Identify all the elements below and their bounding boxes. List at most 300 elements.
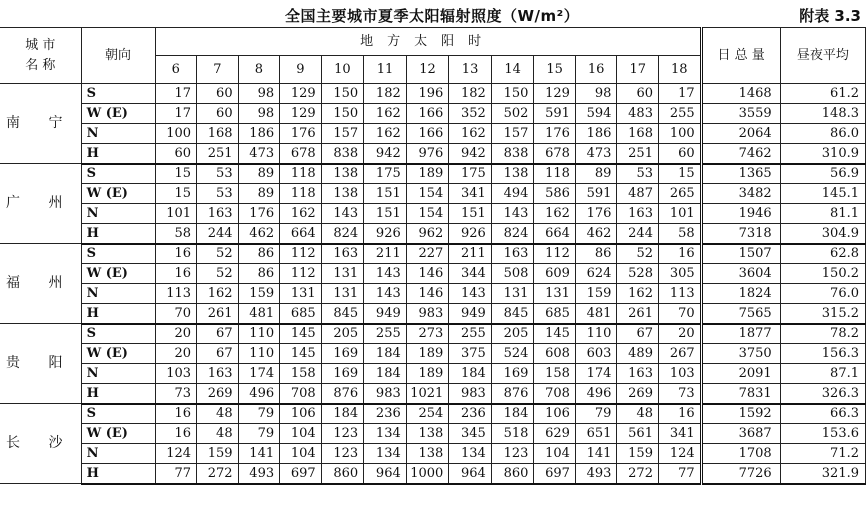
hourly-irradiance: 151 bbox=[449, 204, 492, 224]
hourly-irradiance: 561 bbox=[617, 424, 659, 444]
hourly-irradiance: 473 bbox=[575, 144, 617, 164]
table-row bbox=[0, 284, 866, 304]
orientation: S bbox=[81, 244, 155, 264]
hourly-irradiance: 113 bbox=[658, 284, 701, 304]
header-hour: 7 bbox=[197, 56, 239, 84]
hourly-irradiance: 163 bbox=[491, 244, 534, 264]
hourly-irradiance: 244 bbox=[617, 224, 659, 244]
hourly-irradiance: 962 bbox=[406, 224, 449, 244]
hourly-irradiance: 145 bbox=[280, 344, 322, 364]
hourly-irradiance: 110 bbox=[238, 324, 280, 344]
header-day-night-avg: 昼夜平均 bbox=[780, 28, 865, 84]
hourly-irradiance: 176 bbox=[238, 204, 280, 224]
hourly-irradiance: 926 bbox=[449, 224, 492, 244]
hourly-irradiance: 73 bbox=[658, 384, 701, 404]
hourly-irradiance: 949 bbox=[364, 304, 407, 324]
daily-total: 3750 bbox=[701, 344, 780, 364]
table-number: 附表 3.3 bbox=[799, 7, 861, 25]
hourly-irradiance: 86 bbox=[575, 244, 617, 264]
hourly-irradiance: 79 bbox=[238, 404, 280, 424]
daily-total: 2064 bbox=[701, 124, 780, 144]
hourly-irradiance: 110 bbox=[575, 324, 617, 344]
day-night-average: 71.2 bbox=[780, 444, 865, 464]
hourly-irradiance: 678 bbox=[280, 144, 322, 164]
table-row bbox=[0, 184, 866, 204]
hourly-irradiance: 205 bbox=[321, 324, 364, 344]
hourly-irradiance: 169 bbox=[321, 364, 364, 384]
hourly-irradiance: 143 bbox=[491, 204, 534, 224]
hourly-irradiance: 143 bbox=[321, 204, 364, 224]
hourly-irradiance: 134 bbox=[364, 424, 407, 444]
table-row bbox=[0, 344, 866, 364]
hourly-irradiance: 151 bbox=[364, 184, 407, 204]
orientation: W (E) bbox=[81, 424, 155, 444]
hourly-irradiance: 60 bbox=[658, 144, 701, 164]
header-hour: 17 bbox=[617, 56, 659, 84]
city-name: 广 州 bbox=[0, 164, 81, 244]
hourly-irradiance: 138 bbox=[321, 184, 364, 204]
daily-total: 1507 bbox=[701, 244, 780, 264]
header-hour: 14 bbox=[491, 56, 534, 84]
hourly-irradiance: 17 bbox=[155, 104, 197, 124]
hourly-irradiance: 976 bbox=[406, 144, 449, 164]
hourly-irradiance: 100 bbox=[155, 124, 197, 144]
hourly-irradiance: 629 bbox=[534, 424, 576, 444]
hourly-irradiance: 255 bbox=[658, 104, 701, 124]
hourly-irradiance: 609 bbox=[534, 264, 576, 284]
hourly-irradiance: 98 bbox=[238, 104, 280, 124]
hourly-irradiance: 58 bbox=[155, 224, 197, 244]
hourly-irradiance: 176 bbox=[280, 124, 322, 144]
hourly-irradiance: 129 bbox=[280, 84, 322, 104]
hourly-irradiance: 462 bbox=[238, 224, 280, 244]
hourly-irradiance: 163 bbox=[197, 364, 239, 384]
hourly-irradiance: 528 bbox=[617, 264, 659, 284]
hourly-irradiance: 151 bbox=[364, 204, 407, 224]
hourly-irradiance: 16 bbox=[658, 244, 701, 264]
hourly-irradiance: 150 bbox=[321, 84, 364, 104]
daily-total: 3687 bbox=[701, 424, 780, 444]
hourly-irradiance: 174 bbox=[575, 364, 617, 384]
header-hour: 12 bbox=[406, 56, 449, 84]
hourly-irradiance: 131 bbox=[321, 284, 364, 304]
hourly-irradiance: 211 bbox=[364, 244, 407, 264]
header-city-line2: 名 称 bbox=[25, 57, 56, 73]
header-hour: 18 bbox=[658, 56, 701, 84]
hourly-irradiance: 189 bbox=[406, 344, 449, 364]
orientation: N bbox=[81, 444, 155, 464]
hourly-irradiance: 205 bbox=[491, 324, 534, 344]
hourly-irradiance: 169 bbox=[491, 364, 534, 384]
daily-total: 7565 bbox=[701, 304, 780, 324]
hourly-irradiance: 983 bbox=[406, 304, 449, 324]
day-night-average: 76.0 bbox=[780, 284, 865, 304]
hourly-irradiance: 942 bbox=[449, 144, 492, 164]
hourly-irradiance: 860 bbox=[491, 464, 534, 484]
hourly-irradiance: 118 bbox=[280, 164, 322, 184]
orientation: W (E) bbox=[81, 264, 155, 284]
header-hour: 16 bbox=[575, 56, 617, 84]
hourly-irradiance: 86 bbox=[238, 264, 280, 284]
hourly-irradiance: 269 bbox=[617, 384, 659, 404]
daily-total: 1468 bbox=[701, 84, 780, 104]
title-bar bbox=[0, 2, 867, 28]
hourly-irradiance: 162 bbox=[534, 204, 576, 224]
hourly-irradiance: 603 bbox=[575, 344, 617, 364]
hourly-irradiance: 138 bbox=[321, 164, 364, 184]
header-city-line1: 城 市 bbox=[25, 37, 56, 53]
hourly-irradiance: 261 bbox=[197, 304, 239, 324]
hourly-irradiance: 876 bbox=[321, 384, 364, 404]
hourly-irradiance: 163 bbox=[197, 204, 239, 224]
hourly-irradiance: 942 bbox=[364, 144, 407, 164]
hourly-irradiance: 489 bbox=[617, 344, 659, 364]
hourly-irradiance: 118 bbox=[280, 184, 322, 204]
hourly-irradiance: 344 bbox=[449, 264, 492, 284]
hourly-irradiance: 269 bbox=[197, 384, 239, 404]
hourly-irradiance: 175 bbox=[449, 164, 492, 184]
hourly-irradiance: 52 bbox=[197, 244, 239, 264]
hourly-irradiance: 146 bbox=[406, 284, 449, 304]
hourly-irradiance: 697 bbox=[534, 464, 576, 484]
hourly-irradiance: 1000 bbox=[406, 464, 449, 484]
hourly-irradiance: 138 bbox=[406, 444, 449, 464]
hourly-irradiance: 184 bbox=[449, 364, 492, 384]
hourly-irradiance: 708 bbox=[534, 384, 576, 404]
radiation-table bbox=[0, 27, 866, 485]
hourly-irradiance: 494 bbox=[491, 184, 534, 204]
hourly-irradiance: 518 bbox=[491, 424, 534, 444]
orientation: H bbox=[81, 304, 155, 324]
hourly-irradiance: 182 bbox=[449, 84, 492, 104]
hourly-irradiance: 594 bbox=[575, 104, 617, 124]
orientation: W (E) bbox=[81, 344, 155, 364]
hourly-irradiance: 134 bbox=[364, 444, 407, 464]
hourly-irradiance: 89 bbox=[575, 164, 617, 184]
hourly-irradiance: 591 bbox=[575, 184, 617, 204]
table-row bbox=[0, 364, 866, 384]
table-body bbox=[0, 84, 866, 484]
hourly-irradiance: 79 bbox=[575, 404, 617, 424]
hourly-irradiance: 196 bbox=[406, 84, 449, 104]
hourly-irradiance: 227 bbox=[406, 244, 449, 264]
hourly-irradiance: 586 bbox=[534, 184, 576, 204]
table-row bbox=[0, 244, 866, 264]
orientation: H bbox=[81, 384, 155, 404]
hourly-irradiance: 496 bbox=[575, 384, 617, 404]
daily-total: 3559 bbox=[701, 104, 780, 124]
hourly-irradiance: 341 bbox=[658, 424, 701, 444]
hourly-irradiance: 16 bbox=[658, 404, 701, 424]
hourly-irradiance: 20 bbox=[155, 344, 197, 364]
hourly-irradiance: 15 bbox=[658, 164, 701, 184]
table-row bbox=[0, 264, 866, 284]
header-hour: 10 bbox=[321, 56, 364, 84]
hourly-irradiance: 101 bbox=[658, 204, 701, 224]
daily-total: 3482 bbox=[701, 184, 780, 204]
hourly-irradiance: 211 bbox=[449, 244, 492, 264]
hourly-irradiance: 608 bbox=[534, 344, 576, 364]
hourly-irradiance: 48 bbox=[197, 424, 239, 444]
hourly-irradiance: 508 bbox=[491, 264, 534, 284]
hourly-irradiance: 48 bbox=[617, 404, 659, 424]
hourly-irradiance: 983 bbox=[449, 384, 492, 404]
hourly-irradiance: 651 bbox=[575, 424, 617, 444]
hourly-irradiance: 189 bbox=[406, 164, 449, 184]
hourly-irradiance: 138 bbox=[406, 424, 449, 444]
hourly-irradiance: 52 bbox=[197, 264, 239, 284]
hourly-irradiance: 158 bbox=[280, 364, 322, 384]
table-row bbox=[0, 324, 866, 344]
day-night-average: 321.9 bbox=[780, 464, 865, 484]
hourly-irradiance: 236 bbox=[449, 404, 492, 424]
hourly-irradiance: 159 bbox=[238, 284, 280, 304]
hourly-irradiance: 123 bbox=[321, 424, 364, 444]
hourly-irradiance: 845 bbox=[321, 304, 364, 324]
daily-total: 1365 bbox=[701, 164, 780, 184]
daily-total: 3604 bbox=[701, 264, 780, 284]
hourly-irradiance: 77 bbox=[658, 464, 701, 484]
header-hour: 9 bbox=[280, 56, 322, 84]
hourly-irradiance: 106 bbox=[534, 404, 576, 424]
hourly-irradiance: 158 bbox=[534, 364, 576, 384]
hourly-irradiance: 20 bbox=[658, 324, 701, 344]
hourly-irradiance: 110 bbox=[238, 344, 280, 364]
hourly-irradiance: 949 bbox=[449, 304, 492, 324]
hourly-irradiance: 17 bbox=[658, 84, 701, 104]
hourly-irradiance: 159 bbox=[575, 284, 617, 304]
hourly-irradiance: 60 bbox=[197, 84, 239, 104]
daily-total: 1824 bbox=[701, 284, 780, 304]
table-row bbox=[0, 104, 866, 124]
hourly-irradiance: 345 bbox=[449, 424, 492, 444]
city-name: 福 州 bbox=[0, 244, 81, 324]
hourly-irradiance: 124 bbox=[658, 444, 701, 464]
day-night-average: 148.3 bbox=[780, 104, 865, 124]
hourly-irradiance: 591 bbox=[534, 104, 576, 124]
orientation: N bbox=[81, 284, 155, 304]
hourly-irradiance: 481 bbox=[575, 304, 617, 324]
hourly-irradiance: 104 bbox=[280, 444, 322, 464]
hourly-irradiance: 16 bbox=[155, 424, 197, 444]
hourly-irradiance: 162 bbox=[280, 204, 322, 224]
hourly-irradiance: 103 bbox=[658, 364, 701, 384]
hourly-irradiance: 664 bbox=[280, 224, 322, 244]
hourly-irradiance: 79 bbox=[238, 424, 280, 444]
hourly-irradiance: 60 bbox=[155, 144, 197, 164]
orientation: S bbox=[81, 84, 155, 104]
hourly-irradiance: 53 bbox=[197, 164, 239, 184]
hourly-irradiance: 16 bbox=[155, 264, 197, 284]
hourly-irradiance: 53 bbox=[197, 184, 239, 204]
hourly-irradiance: 154 bbox=[406, 204, 449, 224]
daily-total: 7462 bbox=[701, 144, 780, 164]
hourly-irradiance: 524 bbox=[491, 344, 534, 364]
table-row bbox=[0, 304, 866, 324]
hourly-irradiance: 624 bbox=[575, 264, 617, 284]
hourly-irradiance: 138 bbox=[491, 164, 534, 184]
day-night-average: 86.0 bbox=[780, 124, 865, 144]
hourly-irradiance: 462 bbox=[575, 224, 617, 244]
hourly-irradiance: 131 bbox=[491, 284, 534, 304]
day-night-average: 145.1 bbox=[780, 184, 865, 204]
hourly-irradiance: 112 bbox=[280, 264, 322, 284]
hourly-irradiance: 58 bbox=[658, 224, 701, 244]
header-local-time: 地方太阳时 bbox=[155, 28, 701, 56]
hourly-irradiance: 824 bbox=[321, 224, 364, 244]
hourly-irradiance: 129 bbox=[534, 84, 576, 104]
hourly-irradiance: 341 bbox=[449, 184, 492, 204]
hourly-irradiance: 184 bbox=[321, 404, 364, 424]
hourly-irradiance: 189 bbox=[406, 364, 449, 384]
day-night-average: 150.2 bbox=[780, 264, 865, 284]
hourly-irradiance: 89 bbox=[238, 164, 280, 184]
hourly-irradiance: 60 bbox=[197, 104, 239, 124]
hourly-irradiance: 129 bbox=[280, 104, 322, 124]
hourly-irradiance: 685 bbox=[534, 304, 576, 324]
header-hour: 13 bbox=[449, 56, 492, 84]
hourly-irradiance: 860 bbox=[321, 464, 364, 484]
hourly-irradiance: 162 bbox=[364, 104, 407, 124]
hourly-irradiance: 166 bbox=[406, 124, 449, 144]
orientation: N bbox=[81, 204, 155, 224]
hourly-irradiance: 67 bbox=[197, 324, 239, 344]
day-night-average: 304.9 bbox=[780, 224, 865, 244]
hourly-irradiance: 487 bbox=[617, 184, 659, 204]
hourly-irradiance: 255 bbox=[364, 324, 407, 344]
hourly-irradiance: 265 bbox=[658, 184, 701, 204]
hourly-irradiance: 67 bbox=[617, 324, 659, 344]
hourly-irradiance: 70 bbox=[155, 304, 197, 324]
hourly-irradiance: 184 bbox=[491, 404, 534, 424]
hourly-irradiance: 143 bbox=[364, 264, 407, 284]
hourly-irradiance: 53 bbox=[617, 164, 659, 184]
hourly-irradiance: 163 bbox=[321, 244, 364, 264]
header-hour: 6 bbox=[155, 56, 197, 84]
city-name: 贵 阳 bbox=[0, 324, 81, 404]
day-night-average: 61.2 bbox=[780, 84, 865, 104]
header-hour: 15 bbox=[534, 56, 576, 84]
hourly-irradiance: 162 bbox=[449, 124, 492, 144]
hourly-irradiance: 481 bbox=[238, 304, 280, 324]
orientation: S bbox=[81, 324, 155, 344]
day-night-average: 81.1 bbox=[780, 204, 865, 224]
hourly-irradiance: 101 bbox=[155, 204, 197, 224]
orientation: N bbox=[81, 364, 155, 384]
table-row bbox=[0, 164, 866, 184]
daily-total: 1946 bbox=[701, 204, 780, 224]
table-row bbox=[0, 424, 866, 444]
hourly-irradiance: 352 bbox=[449, 104, 492, 124]
hourly-irradiance: 175 bbox=[364, 164, 407, 184]
hourly-irradiance: 67 bbox=[197, 344, 239, 364]
hourly-irradiance: 103 bbox=[155, 364, 197, 384]
orientation: N bbox=[81, 124, 155, 144]
hourly-irradiance: 184 bbox=[364, 344, 407, 364]
hourly-irradiance: 131 bbox=[280, 284, 322, 304]
day-night-average: 66.3 bbox=[780, 404, 865, 424]
hourly-irradiance: 143 bbox=[449, 284, 492, 304]
hourly-irradiance: 104 bbox=[280, 424, 322, 444]
header-hour: 8 bbox=[238, 56, 280, 84]
hourly-irradiance: 186 bbox=[575, 124, 617, 144]
header-direction: 朝向 bbox=[81, 28, 155, 84]
hourly-irradiance: 16 bbox=[155, 244, 197, 264]
hourly-irradiance: 159 bbox=[617, 444, 659, 464]
day-night-average: 153.6 bbox=[780, 424, 865, 444]
table-row bbox=[0, 224, 866, 244]
daily-total: 1877 bbox=[701, 324, 780, 344]
table-row bbox=[0, 404, 866, 424]
hourly-irradiance: 124 bbox=[155, 444, 197, 464]
hourly-irradiance: 493 bbox=[238, 464, 280, 484]
hourly-irradiance: 845 bbox=[491, 304, 534, 324]
hourly-irradiance: 493 bbox=[575, 464, 617, 484]
table-row bbox=[0, 384, 866, 404]
daily-total: 7726 bbox=[701, 464, 780, 484]
header-city bbox=[0, 28, 81, 84]
hourly-irradiance: 52 bbox=[617, 244, 659, 264]
hourly-irradiance: 118 bbox=[534, 164, 576, 184]
daily-total: 7831 bbox=[701, 384, 780, 404]
hourly-irradiance: 305 bbox=[658, 264, 701, 284]
hourly-irradiance: 1021 bbox=[406, 384, 449, 404]
hourly-irradiance: 375 bbox=[449, 344, 492, 364]
daily-total: 2091 bbox=[701, 364, 780, 384]
hourly-irradiance: 112 bbox=[280, 244, 322, 264]
hourly-irradiance: 664 bbox=[534, 224, 576, 244]
hourly-irradiance: 272 bbox=[197, 464, 239, 484]
hourly-irradiance: 98 bbox=[238, 84, 280, 104]
day-night-average: 326.3 bbox=[780, 384, 865, 404]
hourly-irradiance: 112 bbox=[534, 244, 576, 264]
hourly-irradiance: 73 bbox=[155, 384, 197, 404]
hourly-irradiance: 983 bbox=[364, 384, 407, 404]
hourly-irradiance: 502 bbox=[491, 104, 534, 124]
hourly-irradiance: 123 bbox=[321, 444, 364, 464]
hourly-irradiance: 104 bbox=[534, 444, 576, 464]
day-night-average: 87.1 bbox=[780, 364, 865, 384]
hourly-irradiance: 89 bbox=[238, 184, 280, 204]
hourly-irradiance: 824 bbox=[491, 224, 534, 244]
hourly-irradiance: 964 bbox=[449, 464, 492, 484]
hourly-irradiance: 146 bbox=[406, 264, 449, 284]
orientation: H bbox=[81, 144, 155, 164]
day-night-average: 62.8 bbox=[780, 244, 865, 264]
hourly-irradiance: 98 bbox=[575, 84, 617, 104]
hourly-irradiance: 150 bbox=[321, 104, 364, 124]
hourly-irradiance: 48 bbox=[197, 404, 239, 424]
hourly-irradiance: 473 bbox=[238, 144, 280, 164]
hourly-irradiance: 169 bbox=[321, 344, 364, 364]
city-name: 南 宁 bbox=[0, 84, 81, 164]
hourly-irradiance: 163 bbox=[617, 204, 659, 224]
hourly-irradiance: 159 bbox=[197, 444, 239, 464]
hourly-irradiance: 60 bbox=[617, 84, 659, 104]
hourly-irradiance: 236 bbox=[364, 404, 407, 424]
hourly-irradiance: 261 bbox=[617, 304, 659, 324]
hourly-irradiance: 838 bbox=[491, 144, 534, 164]
hourly-irradiance: 964 bbox=[364, 464, 407, 484]
hourly-irradiance: 168 bbox=[197, 124, 239, 144]
hourly-irradiance: 697 bbox=[280, 464, 322, 484]
hourly-irradiance: 186 bbox=[238, 124, 280, 144]
day-night-average: 56.9 bbox=[780, 164, 865, 184]
hourly-irradiance: 162 bbox=[617, 284, 659, 304]
hourly-irradiance: 838 bbox=[321, 144, 364, 164]
day-night-average: 156.3 bbox=[780, 344, 865, 364]
hourly-irradiance: 141 bbox=[238, 444, 280, 464]
